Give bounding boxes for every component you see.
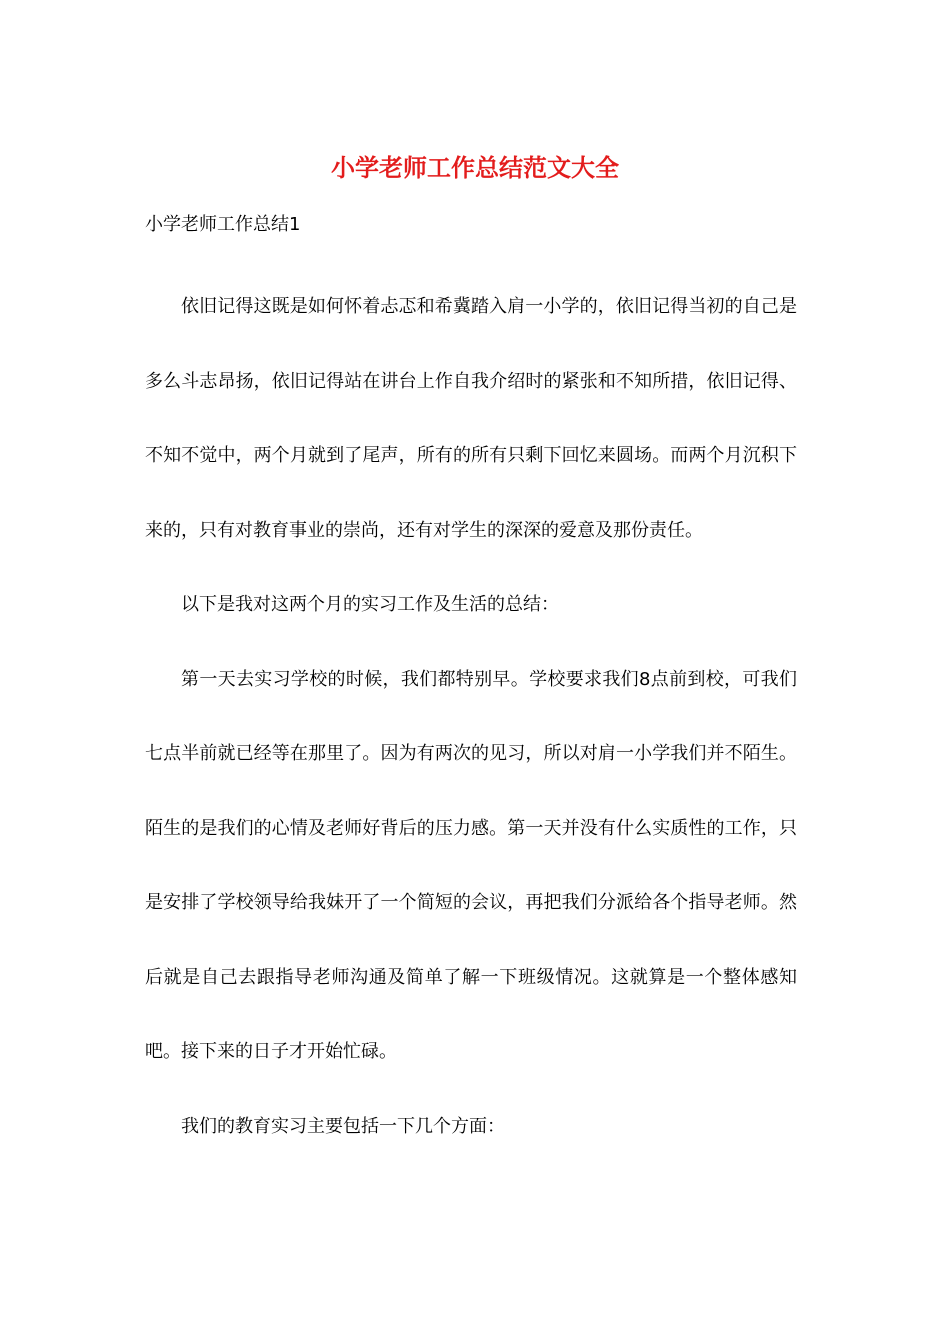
paragraph: 依旧记得这既是如何怀着忐忑和希冀踏入肩一小学的，依旧记得当初的自己是多么斗志昂扬，依旧记得站在讲台上作自我介绍时的紧张和不知所措，依旧记得、不知不觉中，两个月就到了尾声，所有的所有只剩下回忆来圆场。而两个月沉积下来的，只有对教育事业的崇尚，还有对学生的深深的爱意及那份责任。 <box>145 296 797 541</box>
page-title: 小学老师工作总结范文大全 <box>331 153 619 182</box>
paragraph: 我们的教育实习主要包括一下几个方面： <box>181 1115 505 1137</box>
paragraph: 以下是我对这两个月的实习工作及生活的总结： <box>181 594 559 615</box>
paragraph: 第一天去实习学校的时候，我们都特别早。学校要求我们8点前到校，可我们七点半前就已经等在那里了。因为有两次的见习，所以对肩一小学我们并不陌生。陌生的是我们的心情及老师好背后的压力感。第一天并没有什么实质性的工作，只是安排了学校领导给我妹开了一个简短的会议，再把我们分派给各个指导老师。然后就是自己去跟指导老师沟通及简单了解一下班级情况。这就算是一个整体感知吧。接下来的日子才开始忙碌。 <box>145 668 797 1062</box>
section-heading: 小学老师工作总结1 <box>145 214 301 235</box>
document-body <box>145 270 797 1164</box>
